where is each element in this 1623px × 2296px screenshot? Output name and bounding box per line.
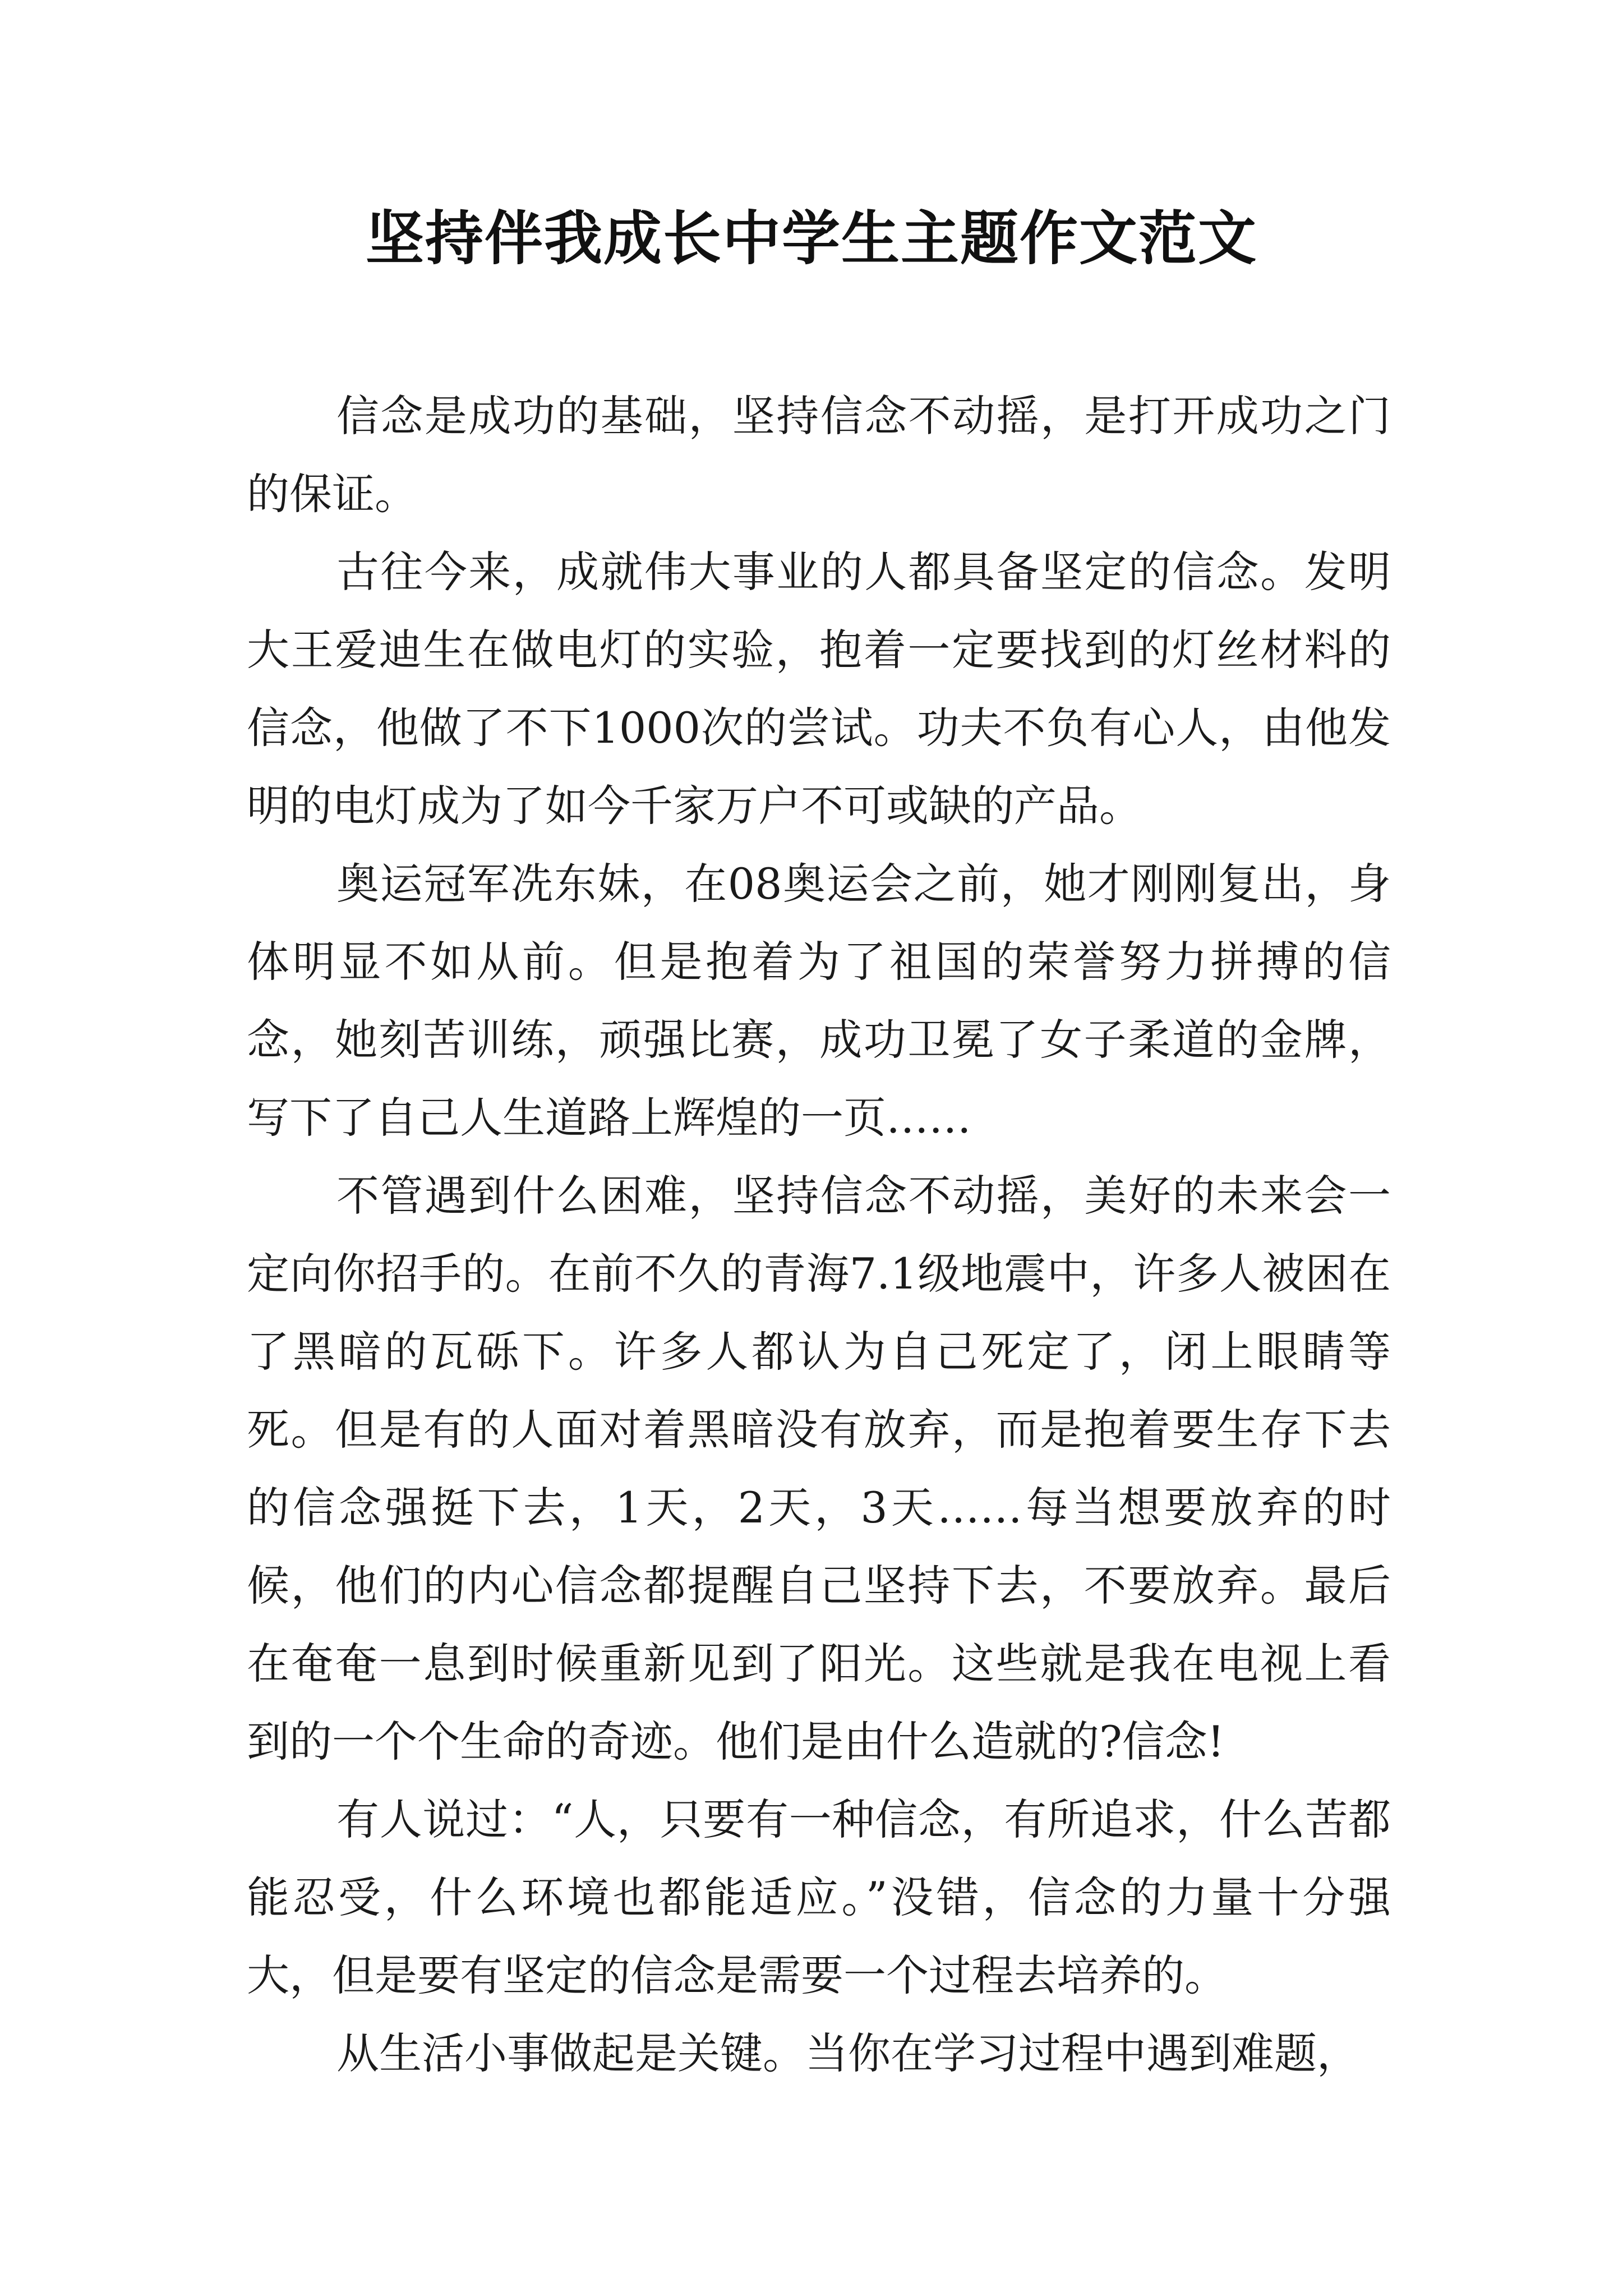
paragraph: 古往今来，成就伟大事业的人都具备坚定的信念。发明大王爱迪生在做电灯的实验，抱着一定要找到的灯丝材料的信念，他做了不下1000次的尝试。功夫不负有心人，由他发明的电灯成为了如今千家万户不可或缺的产品。 bbox=[247, 547, 1391, 831]
paragraph: 有人说过：“人，只要有一种信念，有所追求，什么苦都能忍受，什么环境也都能适应。”没错，信念的力量十分强大，但是要有坚定的信念是需要一个过程去培养的。 bbox=[247, 1795, 1391, 2000]
paragraph: 从生活小事做起是关键。当你在学习过程中遇到难题， bbox=[336, 2028, 1359, 2078]
document-body bbox=[247, 377, 1391, 2092]
paragraph: 奥运冠军冼东妹，在08奥运会之前，她才刚刚复出，身体明显不如从前。但是抱着为了祖国的荣誉努力拼搏的信念，她刻苦训练，顽强比赛，成功卫冕了女子柔道的金牌，写下了自己人生道路上辉煌的一页…… bbox=[247, 859, 1391, 1143]
document-title: 坚持伴我成长中学生主题作文范文 bbox=[365, 204, 1257, 273]
paragraph: 信念是成功的基础，坚持信念不动摇，是打开成功之门的保证。 bbox=[247, 391, 1391, 519]
paragraph: 不管遇到什么困难，坚持信念不动摇，美好的未来会一定向你招手的。在前不久的青海7.1级地震中，许多人被困在了黑暗的瓦砾下。许多人都认为自己死定了，闭上眼睛等死。但是有的人面对着黑暗没有放弃，而是抱着要生存下去的信念强挺下去，1天，2天，3天……每当想要放弃的时候，他们的内心信念都提醒自己坚持下去，不要放弃。最后在奄奄一息到时候重新见到了阳光。这些就是我在电视上看到的一个个生命的奇迹。他们是由什么造就的?信念! bbox=[247, 1171, 1391, 1766]
